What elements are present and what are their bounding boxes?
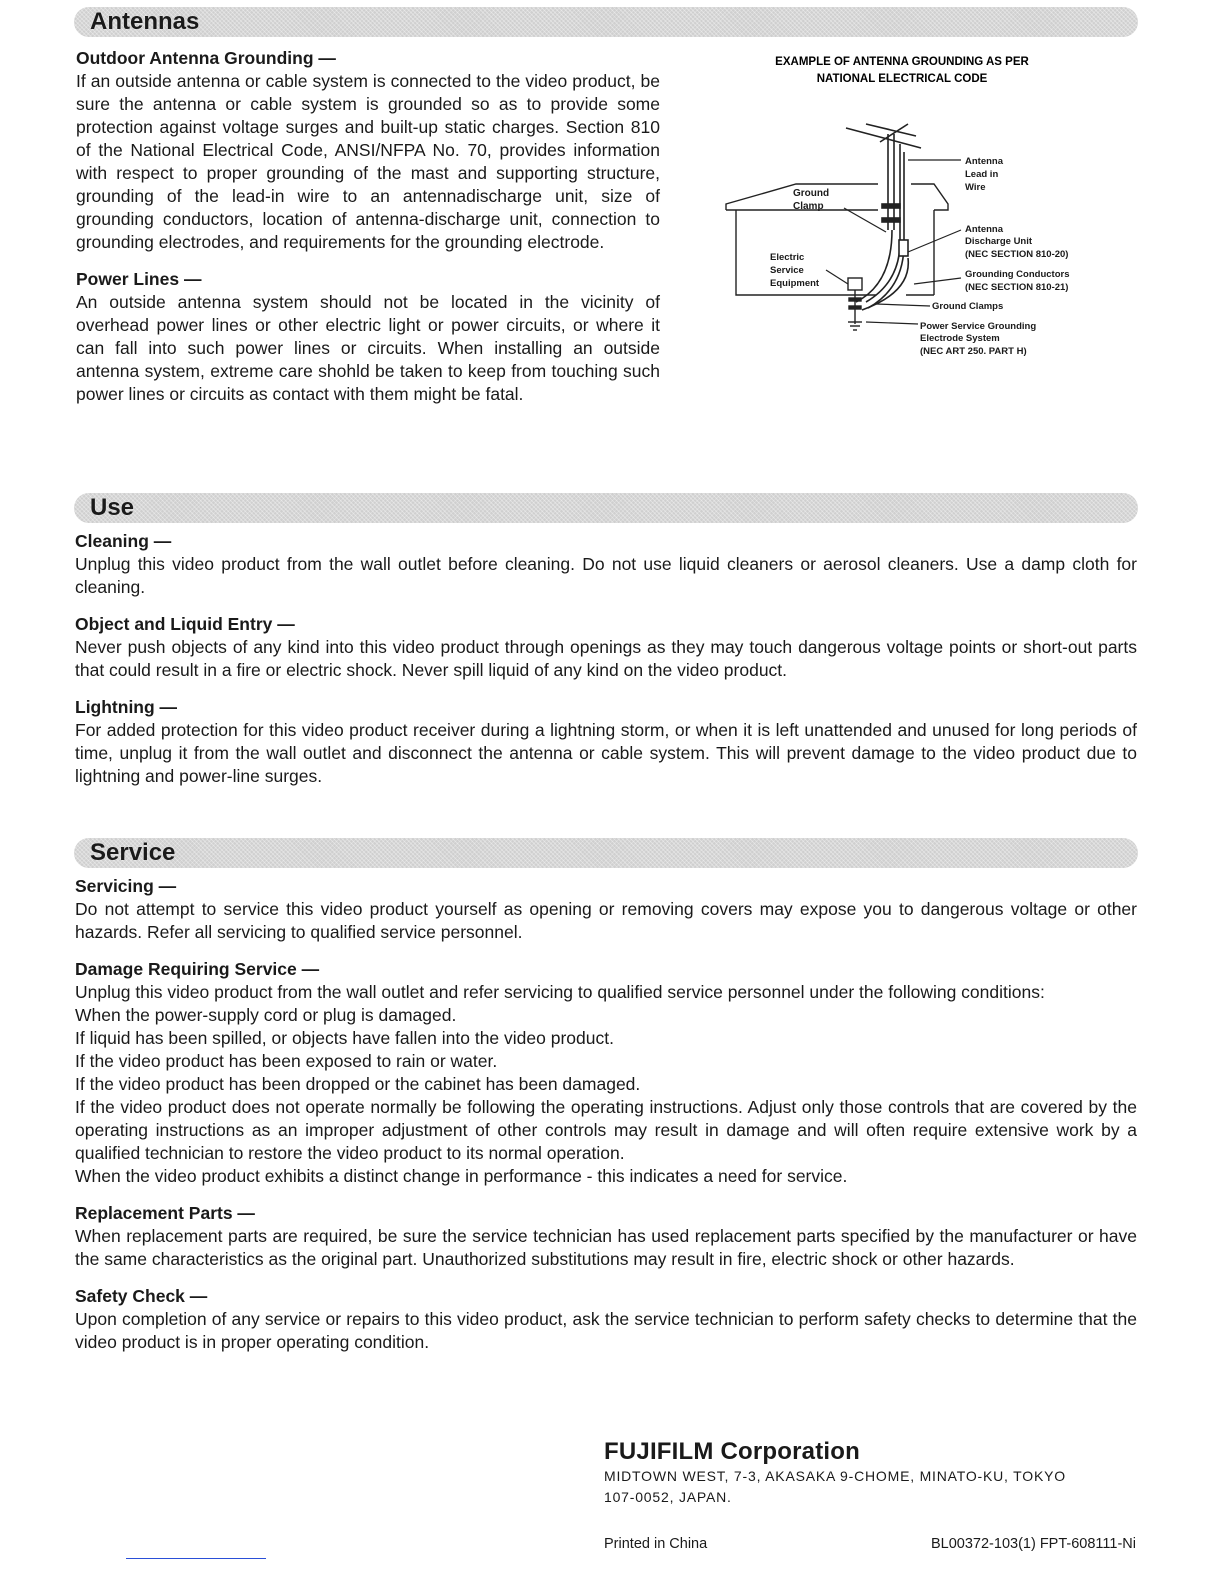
lightning-body: For added protection for this video product receiver during a lightning storm, or when it is left unattended and unused for long periods of time, unplug it from the wall outlet and disconnect the antenna or cable system. This will prevent damage to the video product due to lightning and power-line surges. bbox=[75, 720, 1137, 786]
power-service-label-1: Power Service Grounding bbox=[920, 321, 1037, 332]
cleaning-title: Cleaning — bbox=[75, 531, 172, 551]
replacement-title: Replacement Parts — bbox=[75, 1203, 255, 1223]
company-name: FUJIFILM Corporation bbox=[604, 1438, 860, 1465]
lead-in-label-3: Wire bbox=[965, 182, 986, 193]
replacement-body: When replacement parts are required, be sure the service technician has used replacement parts specified by the manufacturer or have the same characteristics as the original part. Unauthorized substitutions may result in fire, electric shock or other hazards. bbox=[75, 1226, 1137, 1269]
lead-in-label-2: Lead in bbox=[965, 169, 999, 180]
power-service-label-3: (NEC ART 250. PART H) bbox=[920, 346, 1027, 357]
service-text-section bbox=[75, 875, 1137, 1354]
service-header: Service bbox=[90, 839, 176, 866]
discharge-label-2: Discharge Unit bbox=[965, 236, 1033, 247]
outdoor-antenna-body: If an outside antenna or cable system is connected to the video product, be sure the antenna or cable system is grounded so as to provide some protection against voltage surges and built-up static charges. Section 810 of the National Electrical Code, ANSI/NFPA No. 70, provides information with respect to proper grounding of the mast and supporting structure, grounding of the lead-in wire to an antennadischarge unit, size of grounding conductors, location of antenna-discharge unit, connection to grounding electrodes, and requirements for the grounding electrode. bbox=[76, 71, 660, 252]
damage-item: If the video product does not operate normally be following the operating instructions. Adjust only those controls that are covered by the operating instructions as an improper adjustment of other controls may result in damage and will often require extensive work by a qualified technician to restore the video product to its normal operation. bbox=[75, 1097, 1137, 1163]
diagram-title-line1: EXAMPLE OF ANTENNA GROUNDING AS PER bbox=[775, 56, 1029, 68]
servicing-body: Do not attempt to service this video product yourself as opening or removing covers may expose you to dangerous voltage or other hazards. Refer all servicing to qualified service personnel. bbox=[75, 899, 1137, 942]
antenna-mast-icon bbox=[846, 124, 921, 310]
antennas-header: Antennas bbox=[90, 8, 200, 35]
use-header: Use bbox=[90, 494, 135, 521]
electric-label-1: Electric bbox=[770, 252, 805, 263]
safety-check-title: Safety Check — bbox=[75, 1286, 208, 1306]
damage-item: If the video product has been exposed to rain or water. bbox=[75, 1051, 498, 1071]
electric-label-3: Equipment bbox=[770, 278, 820, 289]
discharge-label-1: Antenna bbox=[965, 224, 1003, 235]
ground-clamp-label-1: Ground bbox=[793, 188, 830, 199]
ground-electrode-icon bbox=[848, 278, 862, 330]
antennas-header-band bbox=[74, 7, 1138, 37]
object-liquid-title: Object and Liquid Entry — bbox=[75, 614, 295, 634]
object-liquid-body: Never push objects of any kind into this video product through openings as they may touch dangerous voltage points or short-out parts that could result in a fire or electric shock. Never spill liquid of any kind on the video product. bbox=[75, 637, 1137, 680]
ground-clamps-label: Ground Clamps bbox=[932, 301, 1004, 312]
damage-item: If liquid has been spilled, or objects have fallen into the video product. bbox=[75, 1028, 614, 1048]
discharge-label-3: (NEC SECTION 810-20) bbox=[965, 249, 1069, 260]
damage-title: Damage Requiring Service — bbox=[75, 959, 320, 979]
servicing-title: Servicing — bbox=[75, 876, 177, 896]
power-lines-body: An outside antenna system should not be located in the vicinity of overhead power lines or other electric light or power circuits, or where it can fall into such power lines or circuits. When installing an outside antenna system, extreme care shohld be taken to keep from touching such power lines or circuits as contact with them might be fatal. bbox=[76, 292, 660, 404]
ground-clamp-label-2: Clamp bbox=[793, 201, 824, 212]
service-header-band bbox=[74, 838, 1138, 868]
damage-item: When the video product exhibits a distinct change in performance - this indicates a need for service. bbox=[75, 1166, 848, 1186]
damage-intro: Unplug this video product from the wall outlet and refer servicing to qualified service personnel under the following conditions: bbox=[75, 982, 1045, 1002]
power-lines-title: Power Lines — bbox=[76, 269, 202, 289]
address-line2: 107-0052, JAPAN. bbox=[604, 1489, 732, 1505]
damage-item: If the video product has been dropped or the cabinet has been damaged. bbox=[75, 1074, 641, 1094]
safety-check-body: Upon completion of any service or repairs to this video product, ask the service technician to perform safety checks to determine that the video product is in proper operating condition. bbox=[75, 1309, 1137, 1352]
address-line1: MIDTOWN WEST, 7-3, AKASAKA 9-CHOME, MINATO-KU, TOKYO bbox=[604, 1468, 1066, 1484]
antenna-grounding-diagram bbox=[716, 52, 1096, 372]
damage-item: When the power-supply cord or plug is damaged. bbox=[75, 1005, 457, 1025]
conductors-label-2: (NEC SECTION 810-21) bbox=[965, 282, 1069, 293]
antennas-text-section bbox=[76, 47, 660, 406]
lightning-title: Lightning — bbox=[75, 697, 178, 717]
diagram-title-line2: NATIONAL ELECTRICAL CODE bbox=[816, 73, 988, 85]
electric-label-2: Service bbox=[770, 265, 804, 276]
printed-in: Printed in China bbox=[604, 1536, 708, 1552]
footer-rule bbox=[126, 1558, 266, 1559]
document-code: BL00372-103(1) FPT-608111-Ni bbox=[931, 1536, 1136, 1552]
house-outline-icon bbox=[726, 184, 948, 295]
outdoor-antenna-title: Outdoor Antenna Grounding — bbox=[76, 48, 336, 68]
conductors-label-1: Grounding Conductors bbox=[965, 269, 1070, 280]
power-service-label-2: Electrode System bbox=[920, 333, 1000, 344]
company-block bbox=[604, 1438, 1136, 1508]
cleaning-body: Unplug this video product from the wall outlet before cleaning. Do not use liquid cleaners or aerosol cleaners. Use a damp cloth for cleaning. bbox=[75, 554, 1137, 597]
use-header-band bbox=[74, 493, 1138, 523]
use-text-section bbox=[75, 530, 1137, 788]
lead-in-label-1: Antenna bbox=[965, 156, 1003, 167]
